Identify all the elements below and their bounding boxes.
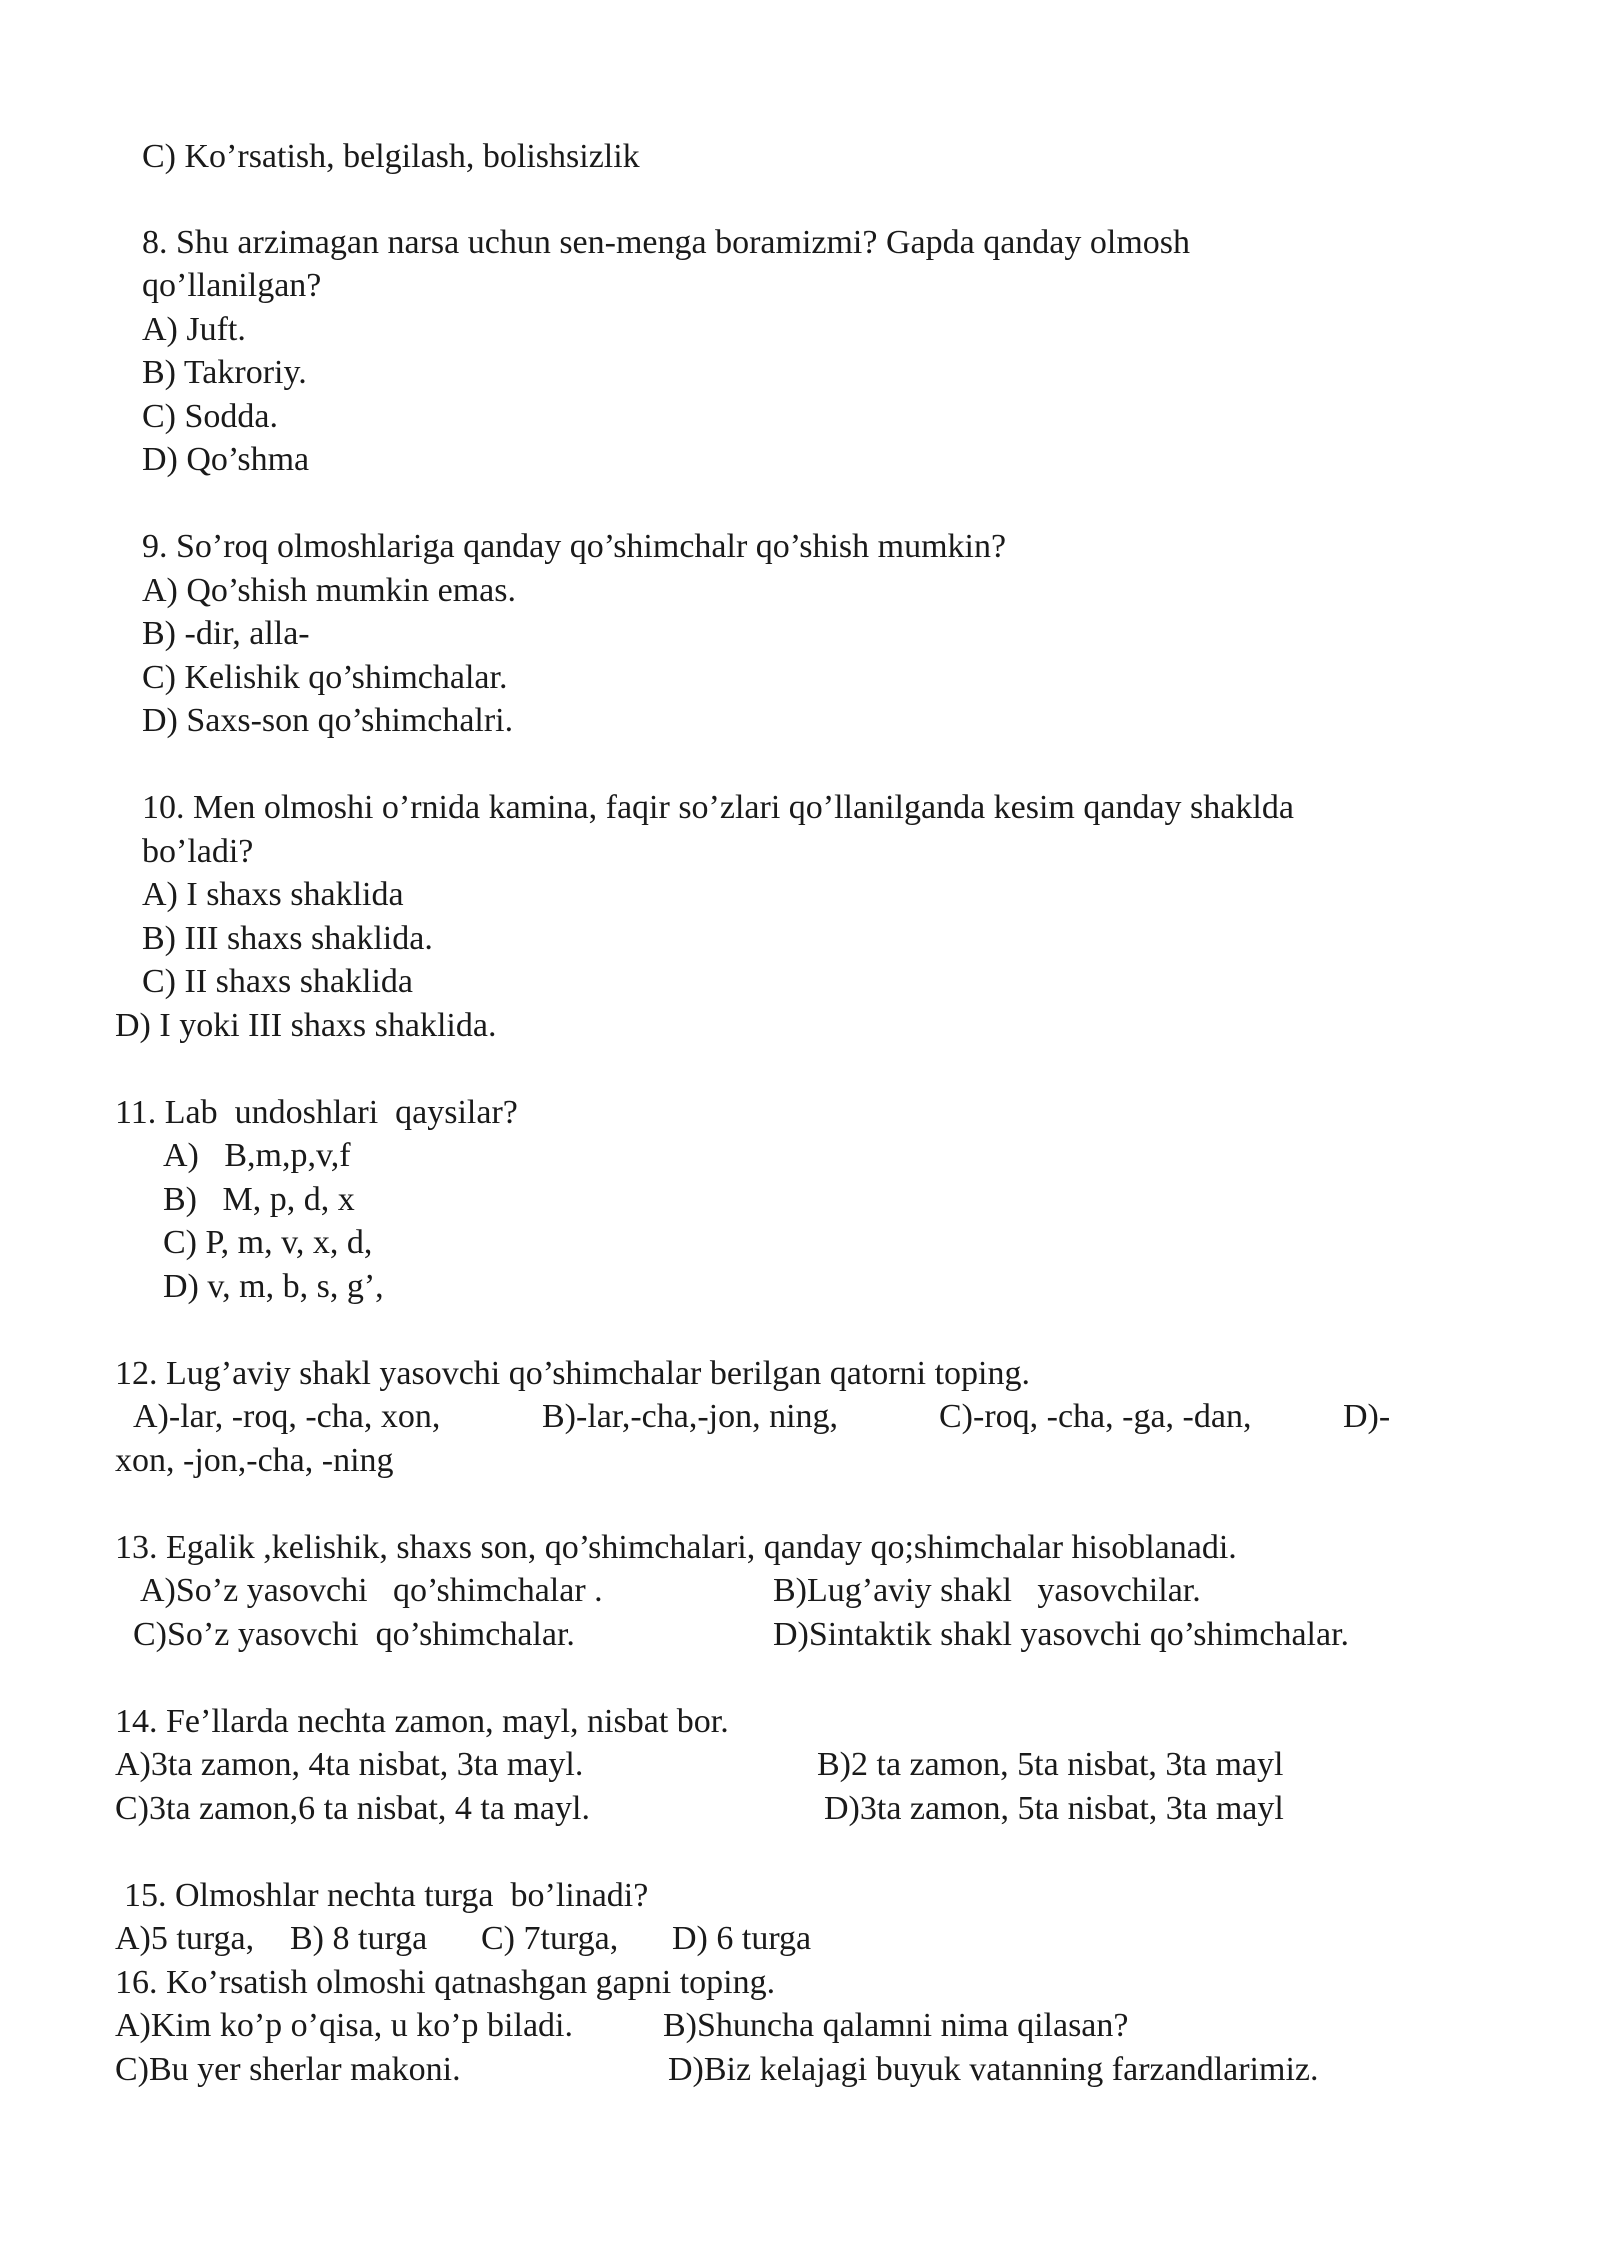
q12-continuation: xon, -jon,-cha, -ning bbox=[115, 1442, 394, 1479]
q12-option-d: D)- bbox=[1343, 1398, 1391, 1435]
q8-option-a: A) Juft. bbox=[142, 311, 246, 348]
q12-question: 12. Lug’aviy shakl yasovchi qo’shimchalar berilgan qatorni toping. bbox=[115, 1355, 1030, 1392]
q15-question: 15. Olmoshlar nechta turga bo’linadi? bbox=[124, 1877, 649, 1914]
q13-option-b: B)Lug’aviy shakl yasovchilar. bbox=[773, 1572, 1201, 1609]
q11-question: 11. Lab undoshlari qaysilar? bbox=[115, 1094, 518, 1131]
q16-question: 16. Ko’rsatish olmoshi qatnashgan gapni toping. bbox=[115, 1964, 776, 2001]
q13-option-d: D)Sintaktik shakl yasovchi qo’shimchalar. bbox=[773, 1616, 1350, 1653]
q7-option-c: C) Ko’rsatish, belgilash, bolishsizlik bbox=[142, 138, 640, 175]
q10-option-b: B) III shaxs shaklida. bbox=[142, 920, 433, 957]
q15-option-b: B) 8 turga bbox=[290, 1920, 428, 1957]
q10-question-line1: 10. Men olmoshi o’rnida kamina, faqir so’zlari qo’llanilganda kesim qanday shaklda bbox=[142, 789, 1294, 826]
q16-option-b: B)Shuncha qalamni nima qilasan? bbox=[663, 2007, 1129, 2044]
q9-option-a: A) Qo’shish mumkin emas. bbox=[142, 572, 516, 609]
q11-option-c: C) P, m, v, x, d, bbox=[163, 1224, 373, 1261]
q15-option-c: C) 7turga, bbox=[481, 1920, 619, 1957]
q12-option-b: B)-lar,-cha,-jon, ning, bbox=[542, 1398, 839, 1435]
q14-option-c: C)3ta zamon,6 ta nisbat, 4 ta mayl. bbox=[115, 1790, 590, 1827]
q11-option-a: A) B,m,p,v,f bbox=[163, 1137, 351, 1174]
q11-option-b: B) M, p, d, x bbox=[163, 1181, 355, 1218]
q9-option-c: C) Kelishik qo’shimchalar. bbox=[142, 659, 508, 696]
q9-option-d: D) Saxs-son qo’shimchalri. bbox=[142, 702, 514, 739]
q14-question: 14. Fe’llarda nechta zamon, mayl, nisbat bor. bbox=[115, 1703, 729, 1740]
q16-option-c: C)Bu yer sherlar makoni. bbox=[115, 2051, 461, 2088]
q10-question-line2: bo’ladi? bbox=[142, 833, 254, 870]
q8-question-line1: 8. Shu arzimagan narsa uchun sen-menga boramizmi? Gapda qanday olmosh bbox=[142, 224, 1191, 261]
q14-option-a: A)3ta zamon, 4ta nisbat, 3ta mayl. bbox=[115, 1746, 584, 1783]
q8-option-d: D) Qo’shma bbox=[142, 441, 310, 478]
q12-option-a: A)-lar, -roq, -cha, xon, bbox=[133, 1398, 441, 1435]
q9-question: 9. So’roq olmoshlariga qanday qo’shimchalr qo’shish mumkin? bbox=[142, 528, 1007, 565]
q10-option-c: C) II shaxs shaklida bbox=[142, 963, 414, 1000]
q8-option-c: C) Sodda. bbox=[142, 398, 278, 435]
q16-option-a: A)Kim ko’p o’qisa, u ko’p biladi. bbox=[115, 2007, 573, 2044]
q12-option-c: C)-roq, -cha, -ga, -dan, bbox=[939, 1398, 1252, 1435]
q10-option-a: A) I shaxs shaklida bbox=[142, 876, 404, 913]
q13-question: 13. Egalik ,kelishik, shaxs son, qo’shimchalari, qanday qo;shimchalar hisoblanadi. bbox=[115, 1529, 1237, 1566]
q8-option-b: B) Takroriy. bbox=[142, 354, 307, 391]
q15-option-d: D) 6 turga bbox=[672, 1920, 812, 1957]
q10-option-d: D) I yoki III shaxs shaklida. bbox=[115, 1007, 497, 1044]
q15-option-a: A)5 turga, bbox=[115, 1920, 255, 1957]
q9-option-b: B) -dir, alla- bbox=[142, 615, 310, 652]
q13-option-a: A)So’z yasovchi qo’shimchalar . bbox=[140, 1572, 603, 1609]
q14-option-b: B)2 ta zamon, 5ta nisbat, 3ta mayl bbox=[817, 1746, 1284, 1783]
q11-option-d: D) v, m, b, s, g’, bbox=[163, 1268, 384, 1305]
q16-option-d: D)Biz kelajagi buyuk vatanning farzandlarimiz. bbox=[668, 2051, 1319, 2088]
q13-option-c: C)So’z yasovchi qo’shimchalar. bbox=[133, 1616, 575, 1653]
q14-option-d: D)3ta zamon, 5ta nisbat, 3ta mayl bbox=[824, 1790, 1284, 1827]
q8-question-line2: qo’llanilgan? bbox=[142, 267, 322, 304]
